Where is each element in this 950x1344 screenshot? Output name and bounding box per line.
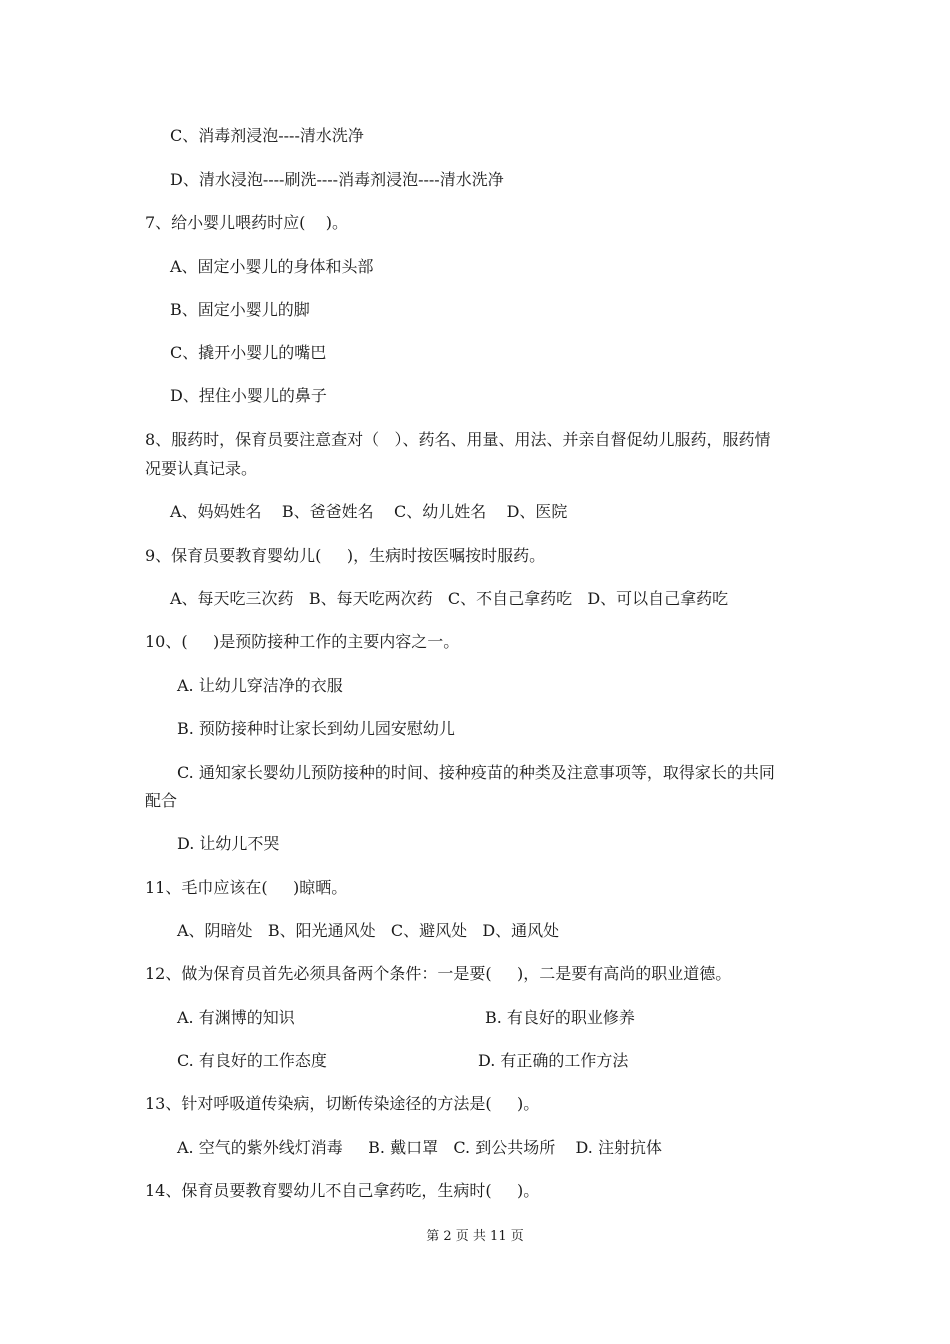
- question-line: 7、给小婴儿喂药时应( )。: [145, 213, 349, 232]
- question-line: 9、保育员要教育婴幼儿( )，生病时按医嘱按时服药。: [145, 546, 546, 565]
- question-line: 13、针对呼吸道传染病，切断传染途径的方法是( )。: [145, 1094, 540, 1113]
- option-line: A. 有渊博的知识: [177, 1008, 295, 1027]
- option-line: D. 有正确的工作方法: [478, 1051, 629, 1070]
- option-line: A、妈妈姓名 B、爸爸姓名 C、幼儿姓名 D、医院: [170, 502, 568, 521]
- option-line: A、阴暗处 B、阳光通风处 C、避风处 D、通风处: [177, 921, 560, 940]
- option-line: A. 空气的紫外线灯消毒 B. 戴口罩 C. 到公共场所 D. 注射抗体: [177, 1138, 662, 1157]
- question-line: 8、服药时，保育员要注意查对（ ）、药名、用量、用法、并亲自督促幼儿服药，服药情: [145, 430, 771, 449]
- option-line: D. 让幼儿不哭: [177, 834, 280, 853]
- question-line: 12、做为保育员首先必须具备两个条件：一是要( )，二是要有高尚的职业道德。: [145, 964, 732, 983]
- option-line: A、固定小婴儿的身体和头部: [170, 257, 374, 276]
- option-line: B. 预防接种时让家长到幼儿园安慰幼儿: [177, 719, 455, 738]
- option-line: B. 有良好的职业修养: [485, 1008, 635, 1027]
- option-line: B、固定小婴儿的脚: [170, 300, 310, 319]
- option-line: C. 通知家长婴幼儿预防接种的时间、接种疫苗的种类及注意事项等，取得家长的共同: [177, 763, 775, 782]
- option-line: A. 让幼儿穿洁净的衣服: [177, 676, 343, 695]
- option-line: 配合: [145, 791, 178, 810]
- page-footer: 第 2 页 共 11 页: [426, 1229, 524, 1244]
- question-line: 14、保育员要教育婴幼儿不自己拿药吃，生病时( )。: [145, 1181, 540, 1200]
- option-line: C. 有良好的工作态度: [177, 1051, 327, 1070]
- option-line: D、清水浸泡----刷洗----消毒剂浸泡----清水洗净: [170, 170, 504, 189]
- option-line: C、消毒剂浸泡----清水洗净: [170, 126, 364, 145]
- option-line: A、每天吃三次药 B、每天吃两次药 C、不自己拿药吃 D、可以自己拿药吃: [170, 589, 729, 608]
- question-line: 10、( )是预防接种工作的主要内容之一。: [145, 632, 460, 651]
- option-line: D、捏住小婴儿的鼻子: [170, 386, 327, 405]
- question-line: 11、毛巾应该在( )晾晒。: [145, 878, 348, 897]
- question-line: 况要认真记录。: [145, 459, 258, 478]
- option-line: C、撬开小婴儿的嘴巴: [170, 343, 327, 362]
